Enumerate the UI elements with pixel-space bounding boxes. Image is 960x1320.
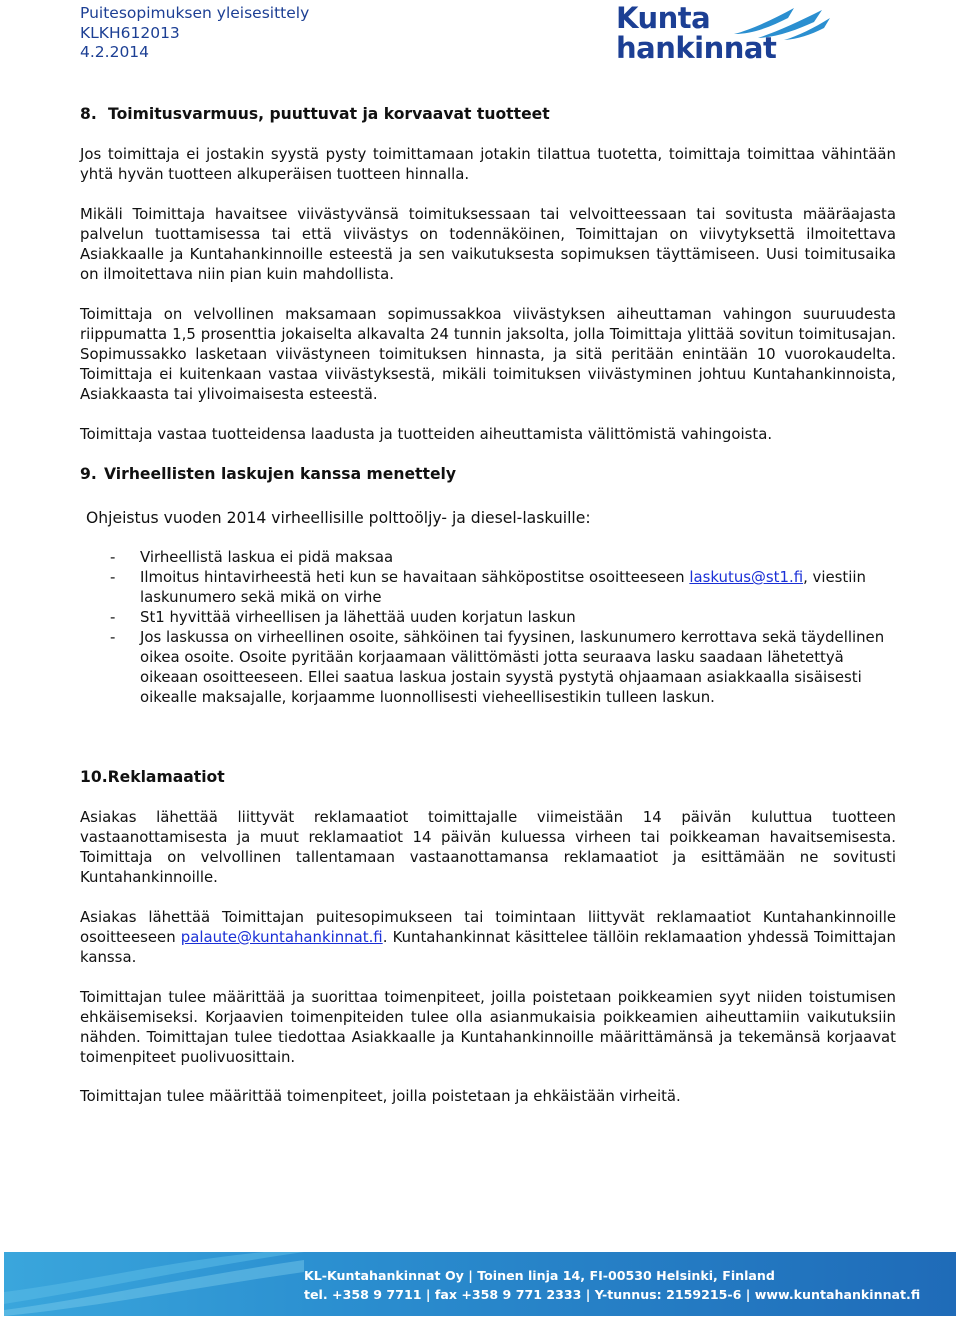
logo-wing-icon [728, 4, 832, 44]
section-8-paragraph-4: Toimittaja vastaa tuotteidensa laadusta ja tuotteiden aiheuttamista välittömistä vahingoista. [80, 425, 773, 443]
list-item: - Ilmoitus hintavirheestä heti kun se havaitaan sähköpostitse osoitteeseen laskutus@st1.fi, viestiin laskunumero sekä mikä on virhe [110, 568, 866, 606]
section-9-number: 9. [80, 465, 97, 483]
section-10-paragraph-1: Asiakas lähettää liittyvät reklamaatiot toimittajalle viimeistään 14 päivän kuluttua tuotteen vastaanottamisesta ja muut reklamaatiot 14 päivän kuluessa virheen tai poikkeaman havaitsemisesta. Toimittaja on velvollinen tallentamaan vastaanottamansa reklamaatiot ja esittämään ne sovitusti Kuntahankinnoille. [80, 808, 896, 886]
section-10-paragraph-2: Asiakas lähettää Toimittajan puitesopimukseen tai toimintaan liittyvät reklamaatiot Kuntahankinnoille osoitteeseen palaute@kuntahankinnat.fi. Kuntahankinnat käsittelee tällöin reklamaation yhdessä Toimittajan kanssa. [80, 908, 896, 966]
section-10-heading [80, 767, 225, 787]
footer-contact-info [304, 1266, 920, 1304]
section-8-paragraph-2: Mikäli Toimittaja havaitsee viivästyvänsä toimituksessaan tai velvoitteessaan tai sovitusta määräajasta palvelun tuottamisessa tai että viivästys on todennäköinen, Toimittajan on viivytyksettä ilmoitettava Asiakkaalle ja Kuntahankinnoille esteestä ja sen vaikutuksesta sopimuksen täyttämiseen. Uusi toimitusaika on ilmoitettava niin pian kuin mahdollista. [80, 205, 896, 283]
document-date: 4.2.2014 [80, 43, 150, 61]
logo-text-bottom: hankinnat [616, 31, 777, 65]
email-link-palaute[interactable]: palaute@kuntahankinnat.fi [180, 928, 383, 946]
section-10-title: Reklamaatiot [107, 768, 225, 786]
document-id: KLKH612013 [80, 23, 180, 42]
footer-phone-and-web: tel. +358 9 7711 | fax +358 9 771 2333 | Y-tunnus: 2159215-6 | www.kuntahankinnat.fi [304, 1287, 921, 1302]
list-item: - Virheellistä laskua ei pidä maksaa [110, 548, 394, 566]
document-title: Puitesopimuksen yleisesittely [80, 4, 310, 22]
section-10-number: 10. [80, 768, 108, 786]
section-9-intro: Ohjeistus vuoden 2014 virheellisille polttoöljy- ja diesel-laskuille: [86, 509, 591, 527]
document-header-meta [80, 4, 309, 63]
section-8-number: 8. [80, 105, 97, 123]
email-link-laskutus[interactable]: laskutus@st1.fi [689, 568, 804, 586]
section-9-heading [80, 464, 456, 484]
logo-text-top: Kunta [616, 1, 711, 35]
section-10-paragraph-3: Toimittajan tulee määrittää ja suorittaa toimenpiteet, joilla poistetaan poikkeamien syyt niiden toistumisen ehkäisemiseksi. Korjaavien toimenpiteiden tulee olla asianmukaisia poikkeamien aiheuttamiin vaikutuksiin nähden. Toimittajan tulee tiedottaa Asiakkaalle ja Kuntahankinnoille määrittämänsä ja tekemänsä korjaavat toimenpiteet puolivuosittain. [80, 988, 896, 1066]
kuntahankinnat-logo [616, 0, 834, 66]
section-8-heading [80, 104, 550, 124]
section-9-title: Virheellisten laskujen kanssa menettely [104, 465, 457, 483]
invoice-instructions-list [110, 547, 906, 707]
section-10-paragraph-4: Toimittajan tulee määrittää toimenpiteet, joilla poistetaan ja ehkäistään virheitä. [80, 1087, 681, 1105]
page-footer [4, 1252, 956, 1316]
footer-wave-icon [4, 1252, 304, 1316]
section-8-paragraph-1: Jos toimittaja ei jostakin syystä pysty toimittamaan jotakin tilattua tuotetta, toimittaja toimittaa vähintään yhtä hyvän tuotteen alkuperäisen tuotteen hinnalla. [80, 145, 896, 183]
section-8-title: Toimitusvarmuus, puuttuvat ja korvaavat tuotteet [108, 105, 550, 123]
footer-address: KL-Kuntahankinnat Oy | Toinen linja 14, FI-00530 Helsinki, Finland [304, 1268, 775, 1283]
list-item: - Jos laskussa on virheellinen osoite, sähköinen tai fyysinen, laskunumero kerrottava sekä täydellinen oikea osoite. Osoite pyritään korjaamaan välittömästi jotta seuraava lasku saadaan lähetettyä oikeaan osoitteeseen. Ellei saatua laskua jostain syystä pystytä ohjaamaan asiakkaalla sisäisesti oikealle maksajalle, korjaamme luonnollisesti vieheellisestikin tulleen laskun. [110, 628, 885, 706]
section-8-paragraph-3: Toimittaja on velvollinen maksamaan sopimussakkoa viivästyksen aiheuttaman vahingon suuruudesta riippumatta 1,5 prosenttia jokaiselta alkavalta 24 tunnin jaksolta, jolla Toimittaja ylittää sovitun toimitusajan. Sopimussakko lasketaan viivästyneen toimituksen hinnasta, ja sitä peritään enintään 10 vuorokaudelta. Toimittaja ei kuitenkaan vastaa viivästyksestä, mikäli toimituksen viivästyminen johtuu Kuntahankinnoista, Asiakkaasta tai ylivoimaisesta esteestä. [80, 305, 896, 403]
list-item: - St1 hyvittää virheellisen ja lähettää uuden korjatun laskun [110, 608, 576, 626]
